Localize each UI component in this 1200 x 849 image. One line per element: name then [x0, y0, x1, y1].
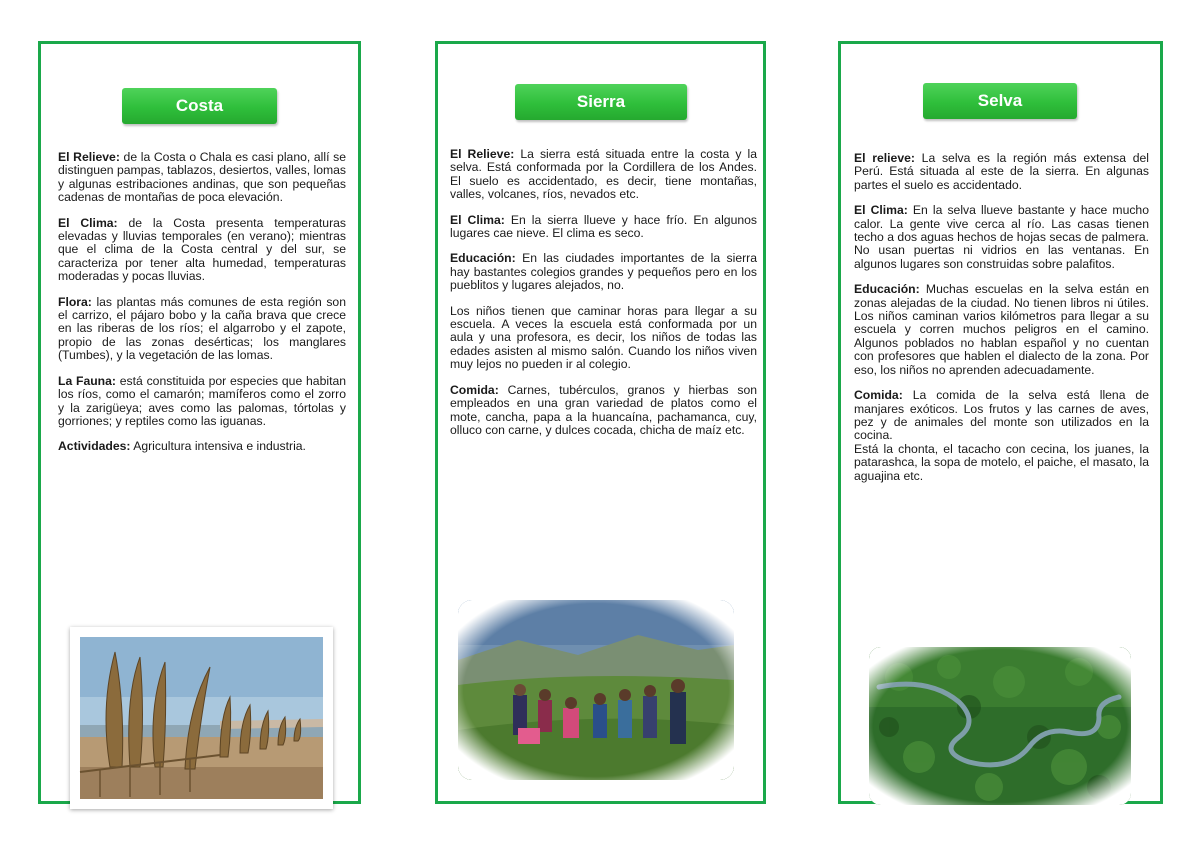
costa-photo — [70, 627, 333, 809]
selva-panel — [838, 41, 1163, 804]
sierra-title: Sierra — [515, 84, 687, 120]
costa-title: Costa — [122, 88, 277, 124]
selva-comida: Comida: La comida de la selva está llena de manjares exóticos. Los frutos y las carnes de aves, pez y de animales del monte son utilizados en la cocina. — [854, 388, 1149, 443]
costa-actividades: Actividades: Agricultura intensiva e industria. — [58, 439, 306, 454]
sierra-clima: El Clima: En la sierra llueve y hace frío. En algunos lugares cae nieve. El clima es seco. — [450, 212, 757, 241]
selva-educacion: Educación: Muchas escuelas en la selva están en zonas alejadas de la ciudad. No tienen libros ni útiles. Los niños caminan varios kilómetros para llegar a su escuela y corren muchos peligros en el camino. Algunos poblados no hablan español y no cuentan con profesores que hablen el dialecto de la zona. Por eso, los niños no aprenden adecuadamente. — [854, 282, 1149, 377]
sierra-comida: Comida: Carnes, tubérculos, granos y hierbas son empleados en una gran variedad de platos como el mote, cancha, papa a la huancaína, pachamanca, cuy, olluco con carne, y dulces cocada, chicha de maíz etc. — [450, 382, 757, 437]
costa-flora: Flora: las plantas más comunes de esta región son el carrizo, el pájaro bobo y la caña brava que crece en las riberas de los ríos; el algarrobo y el zapote, propio de las zonas desérticas; los manglares (Tumbes), y la vegetación de las lomas. — [58, 294, 346, 363]
selva-body — [854, 152, 1149, 495]
sierra-educacion: Educación: En las ciudades importantes de la sierra hay bastantes colegios grandes y pequeños pero en los pueblitos y lugares alejados, no. — [450, 251, 757, 293]
sierra-relieve: El Relieve: La sierra está situada entre la costa y la selva. Está conformada por la Cordillera de los Andes. El suelo es accidentado, es decir, tiene montañas, valles, volcanes, ríos, nevados etc. — [450, 147, 757, 202]
selva-clima: El Clima: En la selva llueve bastante y hace mucho calor. La gente vive cerca al río. Las casas tienen techo a dos aguas hechos de hojas secas de palmera. No usan puertas ni vidrios en las ventanas. En algunos lugares son construidas sobre palafitos. — [854, 203, 1149, 271]
selva-photo — [869, 647, 1131, 805]
selva-relieve: El relieve: La selva es la región más extensa del Perú. Está situada al este de la sierra. En algunas partes el suelo es accidentado. — [854, 151, 1149, 192]
selva-title: Selva — [923, 83, 1077, 119]
costa-fauna: La Fauna: está constituida por especies que habitan los ríos, como el camarón; mamíferos como el zorro y la zarigüeya; aves como las palomas, tórtolas y gorriones; y reptiles como las iguanas. — [58, 373, 347, 428]
sierra-ninos: Los niños tienen que caminar horas para llegar a su escuela. A veces la escuela está conformada por un aula y una profesora, es decir, los niños de todas las edades asisten al mismo salón. Cuando los niños viven muy lejos no pueden ir al colegio. — [450, 303, 757, 372]
costa-panel — [38, 41, 361, 804]
costa-body — [58, 151, 346, 466]
sierra-photo — [458, 600, 734, 780]
costa-clima: El Clima: de la Costa presenta temperaturas elevadas y lluvias temporales (en verano); mientras que el clima de la Costa central y del sur, se caracteriza por tener alta humedad, temperaturas moderadas y pocas lluvias. — [58, 215, 346, 284]
sierra-panel — [435, 41, 766, 804]
sierra-body — [450, 148, 757, 449]
costa-relieve: El Relieve: de la Costa o Chala es casi plano, allí se distinguen pampas, tablazos, desiertos, valles, lomas y algunas estribaciones andinas, que son pequeñas cadenas de montañas de poca elevación. — [58, 150, 346, 205]
selva-comida-2: Está la chonta, el tacacho con cecina, los juanes, la patarashca, la sopa de motelo, el paiche, el masato, la aguajina etc. — [854, 441, 1149, 483]
